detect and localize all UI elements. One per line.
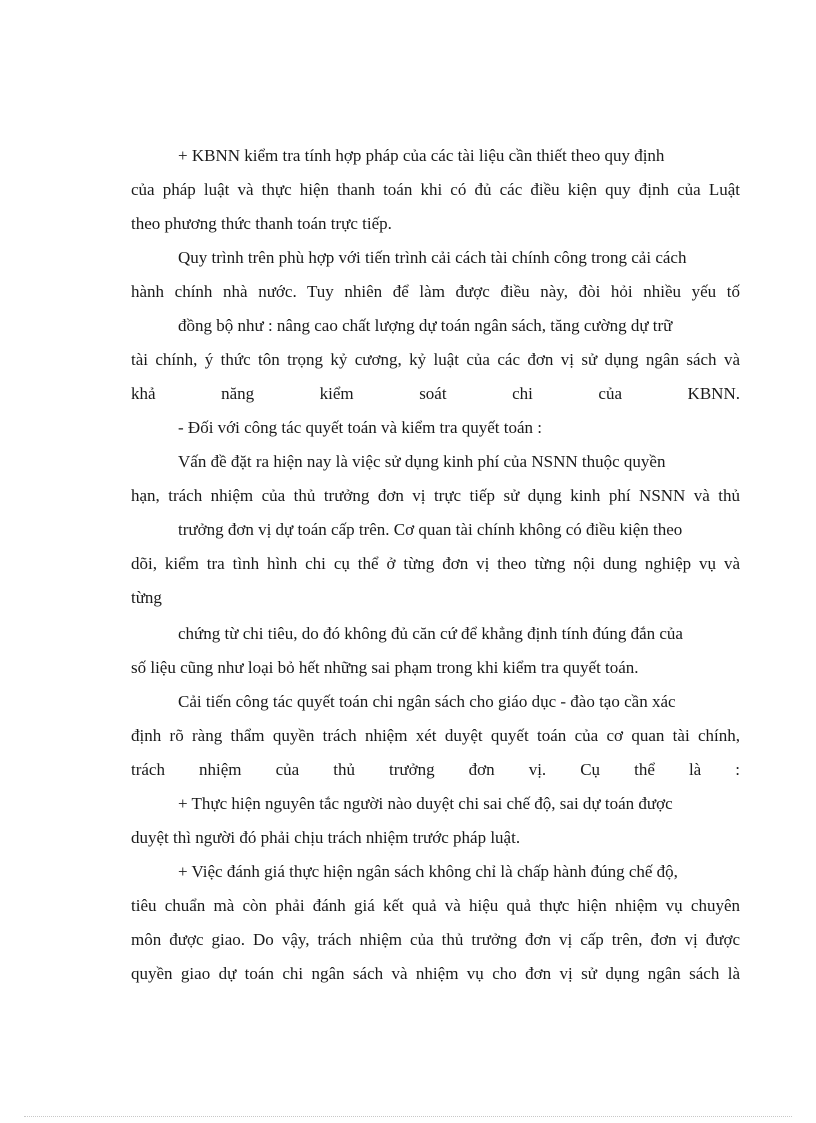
paragraph-line: Quy trình trên phù hợp với tiến trình cải cách tài chính công trong cải cách xyxy=(178,248,687,267)
word: là xyxy=(688,760,702,779)
spread-line-kbnn xyxy=(131,384,740,404)
word: năng xyxy=(221,384,255,403)
word: của xyxy=(598,384,623,403)
paragraph-line: Vấn đề đặt ra hiện nay là việc sử dụng kinh phí của NSNN thuộc quyền xyxy=(178,452,666,471)
paragraph-line: dõi, kiểm tra tình hình chi cụ thể ở từng đơn vị theo từng nội dung nghiệp vụ và xyxy=(131,554,740,573)
paragraph-line: tiêu chuẩn mà còn phải đánh giá kết quả và hiệu quả thực hiện nhiệm vụ chuyên xyxy=(131,896,740,915)
paragraph-line: + Việc đánh giá thực hiện ngân sách không chỉ là chấp hành đúng chế độ, xyxy=(178,862,678,881)
word: vị. xyxy=(528,760,547,779)
word: KBNN. xyxy=(687,384,740,403)
word: Cụ xyxy=(580,760,601,779)
word: thể xyxy=(634,760,655,779)
paragraph-line: theo phương thức thanh toán trực tiếp. xyxy=(131,214,392,233)
page-bottom-divider xyxy=(24,1116,792,1117)
word: khả xyxy=(131,384,156,403)
word: thủ xyxy=(333,760,355,779)
paragraph-line: số liệu cũng như loại bỏ hết những sai phạm trong khi kiểm tra quyết toán. xyxy=(131,658,639,677)
word: kiểm xyxy=(319,384,354,403)
paragraph-line: + Thực hiện nguyên tắc người nào duyệt chi sai chế độ, sai dự toán được xyxy=(178,794,673,813)
paragraph-line: môn được giao. Do vậy, trách nhiệm của thủ trưởng đơn vị cấp trên, đơn vị được xyxy=(131,930,740,949)
word: trách xyxy=(131,760,165,779)
spread-line-responsibility xyxy=(131,760,740,780)
section-heading: - Đối với công tác quyết toán và kiểm tra quyết toán : xyxy=(178,418,542,437)
paragraph-line: chứng từ chi tiêu, do đó không đủ căn cứ để khẳng định tính đúng đắn của xyxy=(178,624,683,643)
paragraph-line: từng xyxy=(131,588,162,607)
word: chi xyxy=(512,384,533,403)
word: nhiệm xyxy=(199,760,242,779)
paragraph-line: duyệt thì người đó phải chịu trách nhiệm trước pháp luật. xyxy=(131,828,521,847)
paragraph-line: trưởng đơn vị dự toán cấp trên. Cơ quan tài chính không có điều kiện theo xyxy=(178,520,683,539)
paragraph-line: đồng bộ như : nâng cao chất lượng dự toán ngân sách, tăng cường dự trữ xyxy=(178,316,673,335)
paragraph-line: định rõ ràng thẩm quyền trách nhiệm xét duyệt quyết toán của cơ quan tài chính, xyxy=(131,726,740,745)
word: soát xyxy=(419,384,447,403)
word: : xyxy=(735,760,740,779)
paragraph-line: tài chính, ý thức tôn trọng kỷ cương, kỷ luật của các đơn vị sử dụng ngân sách và xyxy=(131,350,740,369)
paragraph-line: + KBNN kiểm tra tính hợp pháp của các tài liệu cần thiết theo quy định xyxy=(178,146,665,165)
paragraph-line: quyền giao dự toán chi ngân sách và nhiệm vụ cho đơn vị sử dụng ngân sách là xyxy=(131,964,740,983)
paragraph-line: hạn, trách nhiệm của thủ trưởng đơn vị trực tiếp sử dụng kinh phí NSNN và thủ xyxy=(131,486,740,505)
word: của xyxy=(275,760,300,779)
paragraph-line: của pháp luật và thực hiện thanh toán khi có đủ các điều kiện quy định của Luật xyxy=(131,180,740,199)
paragraph-line: hành chính nhà nước. Tuy nhiên để làm được điều này, đòi hỏi nhiều yếu tố xyxy=(131,282,740,301)
paragraph-line: Cải tiến công tác quyết toán chi ngân sách cho giáo dục - đào tạo cần xác xyxy=(178,692,676,711)
word: đơn xyxy=(468,760,495,779)
word: trưởng xyxy=(389,760,435,779)
